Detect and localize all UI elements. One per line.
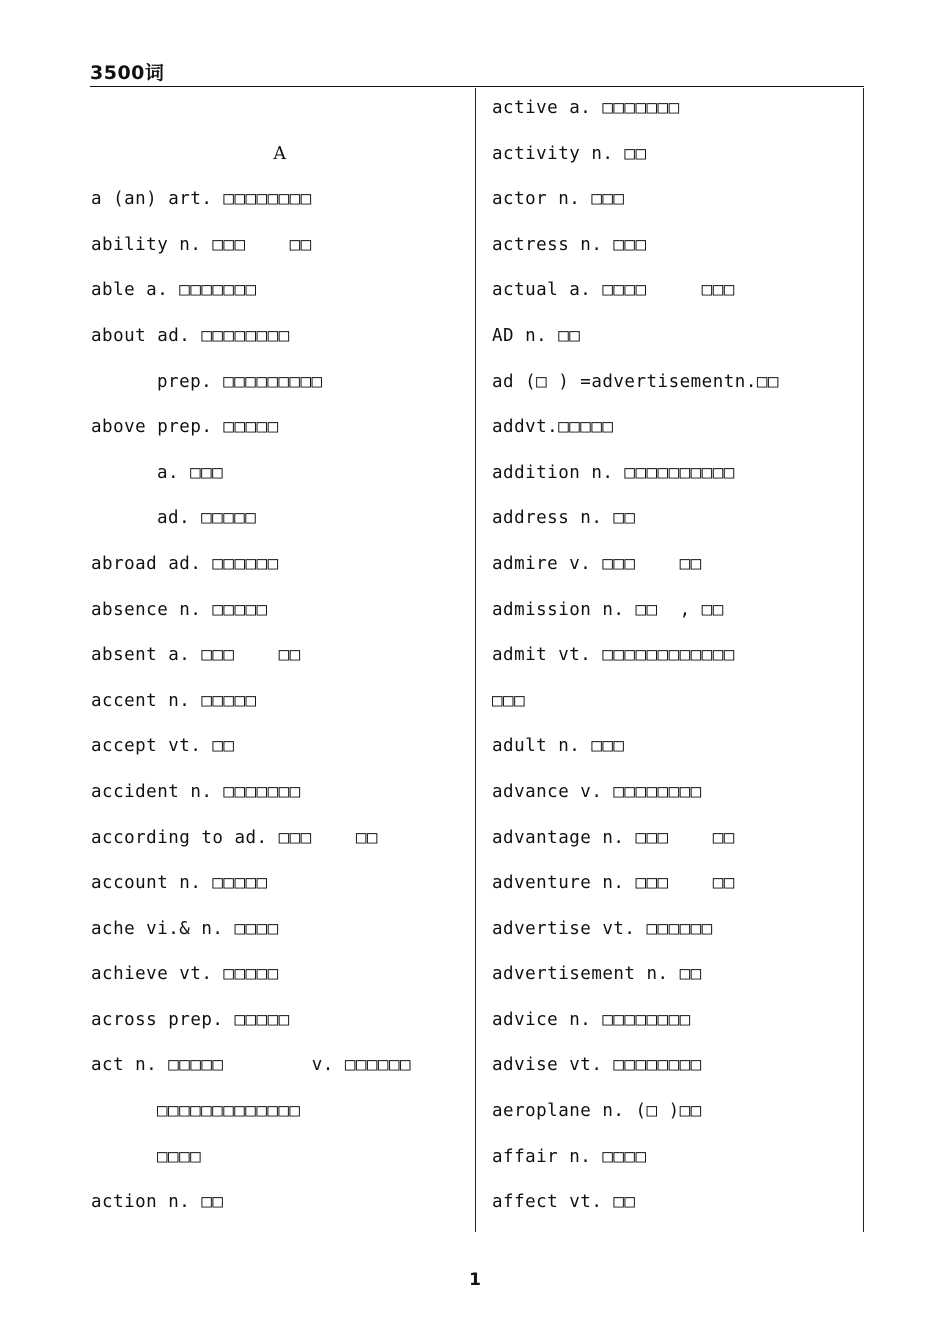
list-item: accident n. □□□□□□□ — [91, 781, 301, 802]
list-item: □□□□□□□□□□□□□ — [157, 1101, 301, 1122]
list-item: advantage n. □□□ □□ — [492, 827, 735, 848]
list-item: addvt.□□□□□ — [492, 417, 614, 438]
list-item: a (an) art. □□□□□□□□ — [91, 189, 312, 210]
list-item: adult n. □□□ — [492, 736, 625, 757]
list-item: ad (□ ) =advertisementn.□□ — [492, 371, 779, 392]
column-divider — [475, 88, 476, 1232]
list-item: activity n. □□ — [492, 143, 647, 164]
list-item: □□□ — [492, 690, 526, 711]
list-item: admit vt. □□□□□□□□□□□□ — [492, 645, 735, 666]
header-title: 3500词 — [90, 62, 165, 84]
list-item: ache vi.& n. □□□□ — [91, 918, 279, 939]
list-item: advice n. □□□□□□□□ — [492, 1009, 691, 1030]
list-item: active a. □□□□□□□ — [492, 98, 680, 118]
list-item: achieve vt. □□□□□ — [91, 964, 279, 985]
left-column — [91, 86, 469, 1226]
list-item: above prep. □□□□□ — [91, 417, 279, 438]
section-letter: A — [273, 143, 287, 164]
list-item: about ad. □□□□□□□□ — [91, 325, 290, 346]
list-item: actual a. □□□□ □□□ — [492, 280, 735, 301]
list-item: prep. □□□□□□□□□ — [157, 371, 323, 392]
list-item: abroad ad. □□□□□□ — [91, 553, 279, 574]
list-item: actress n. □□□ — [492, 234, 647, 255]
list-item: across prep. □□□□□ — [91, 1009, 290, 1030]
list-item: admire v. □□□ □□ — [492, 553, 702, 574]
list-item: absent a. □□□ □□ — [91, 645, 301, 666]
list-item — [91, 86, 469, 132]
list-item: ad. □□□□□ — [157, 508, 257, 529]
list-item: absence n. □□□□□ — [91, 599, 268, 620]
list-item: according to ad. □□□ □□ — [91, 827, 378, 848]
page-header — [90, 56, 864, 87]
list-item: AD n. □□ — [492, 325, 581, 346]
page-number: 1 — [469, 1270, 481, 1290]
list-item: ability n. □□□ □□ — [91, 234, 312, 255]
list-item: advertisement n. □□ — [492, 964, 702, 985]
right-border — [863, 88, 864, 1232]
list-item: a. □□□ — [157, 462, 224, 483]
list-item: action n. □□ — [91, 1192, 224, 1213]
list-item: act n. □□□□□ v. □□□□□□ — [91, 1055, 412, 1076]
list-item: adventure n. □□□ □□ — [492, 873, 735, 894]
list-item: affect vt. □□ — [492, 1192, 636, 1213]
list-item: □□□□ — [157, 1146, 202, 1167]
list-item: advance v. □□□□□□□□ — [492, 781, 702, 802]
list-item: account n. □□□□□ — [91, 873, 268, 894]
list-item: addition n. □□□□□□□□□□ — [492, 462, 735, 483]
list-item: actor n. □□□ — [492, 189, 625, 210]
right-column — [492, 86, 858, 1226]
list-item: address n. □□ — [492, 508, 636, 529]
list-item: accent n. □□□□□ — [91, 690, 257, 711]
list-item: affair n. □□□□ — [492, 1146, 647, 1167]
list-item: advertise vt. □□□□□□ — [492, 918, 713, 939]
list-item: admission n. □□ , □□ — [492, 599, 724, 620]
list-item: aeroplane n. (□ )□□ — [492, 1101, 702, 1122]
list-item: accept vt. □□ — [91, 736, 235, 757]
list-item: able a. □□□□□□□ — [91, 280, 257, 301]
list-item: advise vt. □□□□□□□□ — [492, 1055, 702, 1076]
